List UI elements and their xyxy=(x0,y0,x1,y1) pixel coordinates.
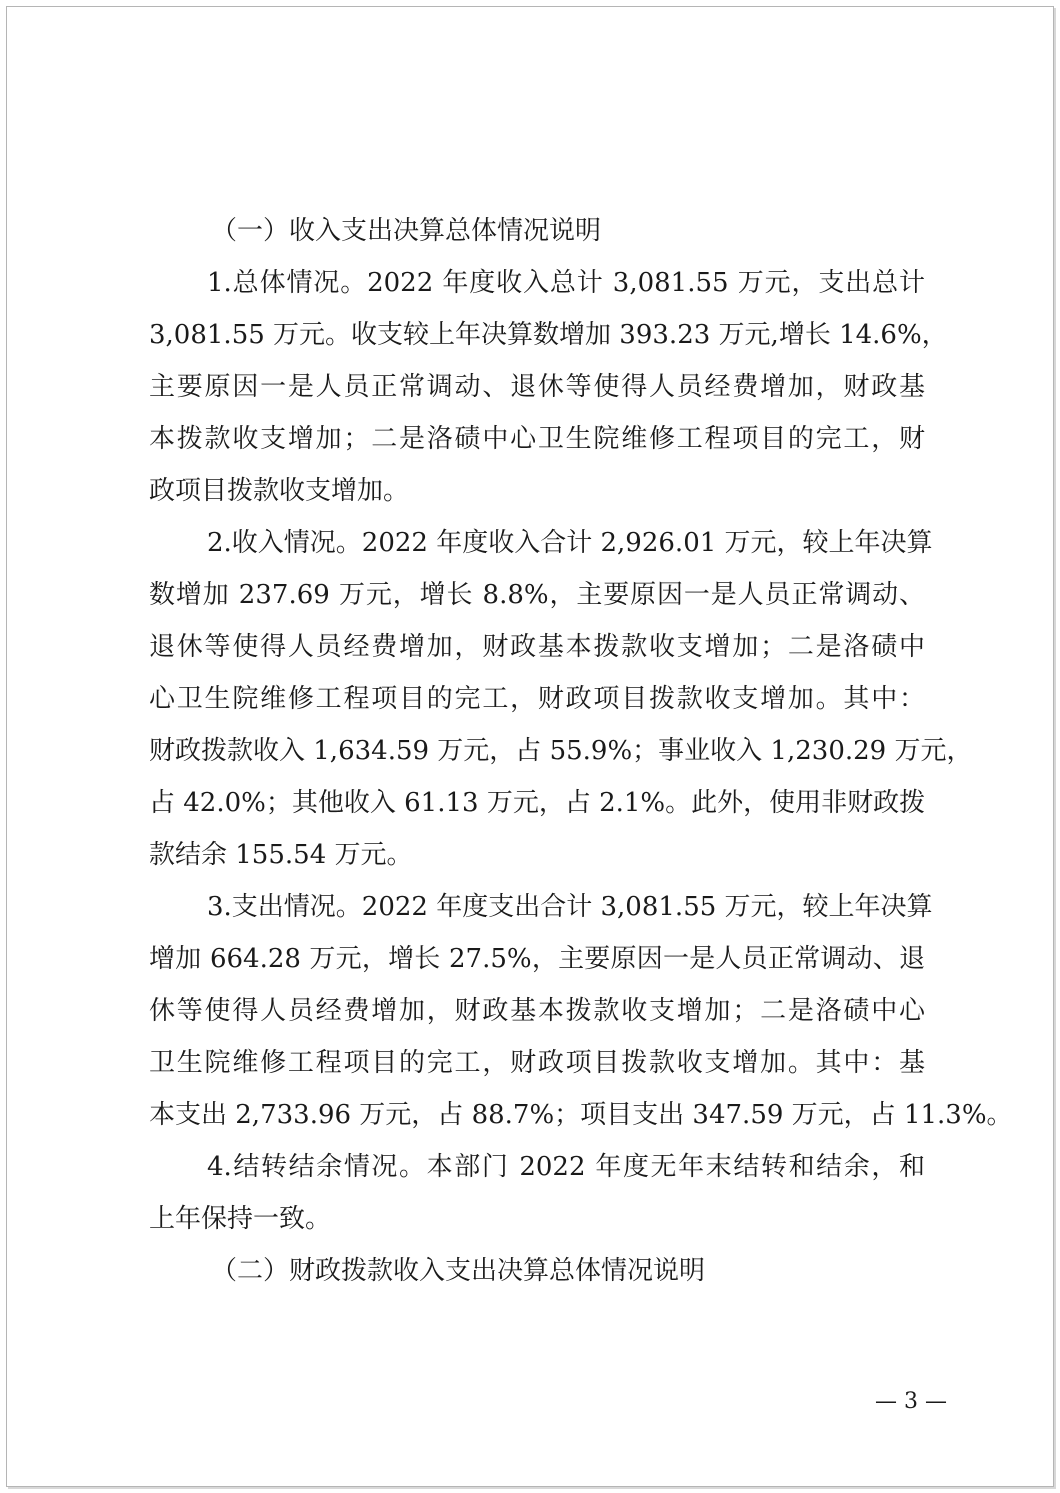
paragraph-carryover xyxy=(149,1141,925,1245)
page-number: — 3 — xyxy=(875,1389,947,1414)
paragraph-line: 3,081.55 万元。收支较上年决算数增加 393.23 万元,增长 14.6%， xyxy=(149,320,948,350)
paragraph-line: 款结余 155.54 万元。 xyxy=(149,840,413,870)
paragraph-overall xyxy=(149,257,948,517)
section-heading-2: （二）财政拨款收入支出决算总体情况说明 xyxy=(211,1256,706,1286)
paragraph-line: 2.收入情况。2022 年度收入合计 2,926.01 万元，较上年决算 xyxy=(207,528,933,558)
paragraph-line: 财政拨款收入 1,634.59 万元，占 55.9%；事业收入 1,230.29 万元， xyxy=(149,736,973,766)
paragraph-line: 1.总体情况。2022 年度收入总计 3,081.55 万元，支出总计 xyxy=(207,268,925,298)
paragraph-line: 4.结转结余情况。本部门 2022 年度无年末结转和结余，和 xyxy=(207,1152,925,1182)
paragraph-line: 卫生院维修工程项目的完工，财政项目拨款收支增加。其中：基 xyxy=(149,1048,925,1078)
paragraph-line: 增加 664.28 万元，增长 27.5%，主要原因一是人员正常调动、退 xyxy=(149,944,925,974)
document-page xyxy=(6,6,1054,1487)
paragraph-line: 上年保持一致。 xyxy=(149,1204,332,1234)
section-heading-1: （一）收入支出决算总体情况说明 xyxy=(211,216,602,246)
paragraph-line: 3.支出情况。2022 年度支出合计 3,081.55 万元，较上年决算 xyxy=(207,892,933,922)
paragraph-line: 心卫生院维修工程项目的完工，财政项目拨款收支增加。其中： xyxy=(149,684,925,714)
paragraph-line: 退休等使得人员经费增加，财政基本拨款收支增加；二是洛碛中 xyxy=(149,632,925,662)
paragraph-income xyxy=(149,517,973,881)
paragraph-line: 占 42.0%；其他收入 61.13 万元，占 2.1%。此外，使用非财政拨 xyxy=(149,788,926,818)
paragraph-line: 本拨款收支增加；二是洛碛中心卫生院维修工程项目的完工，财 xyxy=(149,424,925,454)
document-body xyxy=(149,205,1013,1297)
paragraph-line: 政项目拨款收支增加。 xyxy=(149,476,410,506)
paragraph-line: 数增加 237.69 万元，增长 8.8%，主要原因一是人员正常调动、 xyxy=(149,580,925,610)
paragraph-line: 休等使得人员经费增加，财政基本拨款收支增加；二是洛碛中心 xyxy=(149,996,925,1026)
paragraph-line: 本支出 2,733.96 万元，占 88.7%；项目支出 347.59 万元，占 11.3%。 xyxy=(149,1100,1013,1130)
paragraph-line: 主要原因一是人员正常调动、退休等使得人员经费增加，财政基 xyxy=(149,372,925,402)
paragraph-expenditure xyxy=(149,881,1013,1141)
